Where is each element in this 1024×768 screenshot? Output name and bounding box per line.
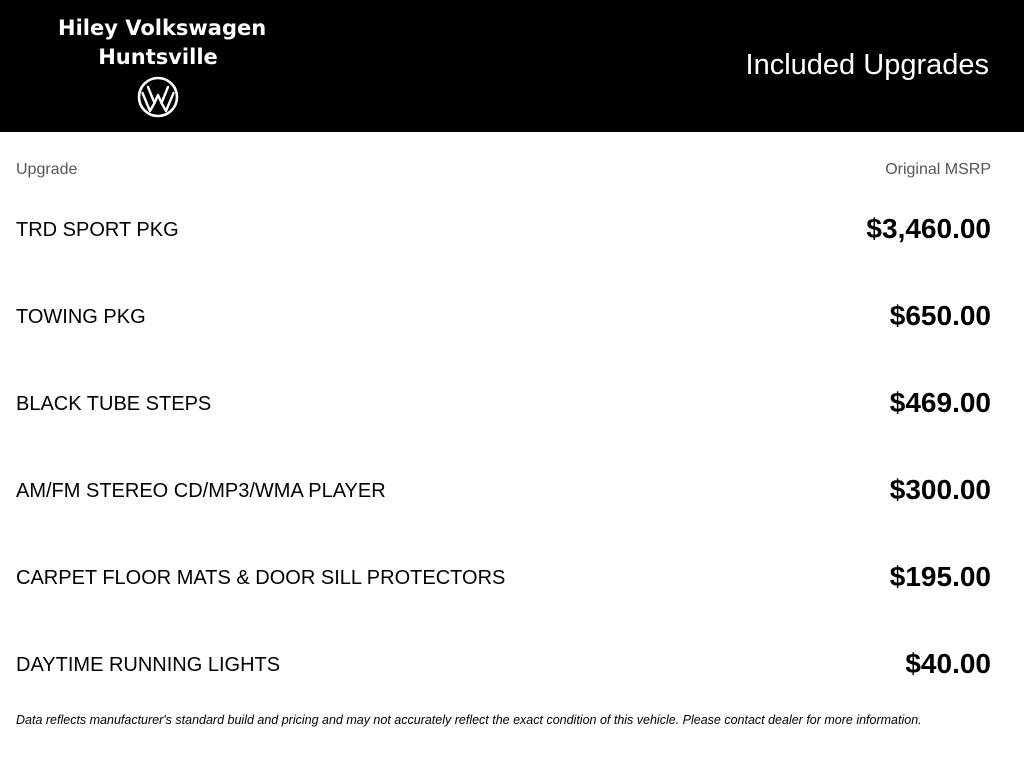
table-row	[16, 445, 991, 532]
upgrade-name: CARPET FLOOR MATS & DOOR SILL PROTECTORS	[16, 567, 506, 589]
upgrade-price: $469.00	[889, 387, 991, 418]
dealer-logo	[58, 14, 267, 118]
upgrade-name: BLACK TUBE STEPS	[16, 393, 212, 415]
upgrade-price: $300.00	[889, 474, 991, 505]
upgrade-name: DAYTIME RUNNING LIGHTS	[16, 654, 281, 676]
table-row	[16, 184, 991, 271]
upgrade-price: $650.00	[889, 300, 991, 331]
upgrade-price: $195.00	[889, 561, 991, 592]
upgrade-name: TOWING PKG	[16, 306, 146, 328]
table-row	[16, 271, 991, 358]
upgrade-name: AM/FM STEREO CD/MP3/WMA PLAYER	[16, 480, 386, 502]
column-header-msrp: Original MSRP	[885, 161, 991, 178]
vw-logo-icon	[137, 76, 179, 118]
dealer-city: Huntsville	[98, 45, 218, 69]
table-row	[16, 619, 991, 706]
table-row	[16, 358, 991, 445]
upgrades-list	[16, 184, 991, 706]
disclaimer-text: Data reflects manufacturer's standard build and pricing and may not accurately reflect the exact condition of this vehicle. Please contact dealer for more information.	[16, 713, 922, 727]
page-header	[0, 0, 1024, 132]
upgrade-price: $40.00	[905, 648, 991, 679]
page-title: Included Upgrades	[745, 49, 989, 81]
column-header-upgrade: Upgrade	[16, 161, 78, 178]
upgrade-name: TRD SPORT PKG	[16, 219, 179, 241]
dealer-name: Hiley Volkswagen	[58, 16, 267, 40]
upgrade-price: $3,460.00	[866, 213, 991, 244]
table-row	[16, 532, 991, 619]
